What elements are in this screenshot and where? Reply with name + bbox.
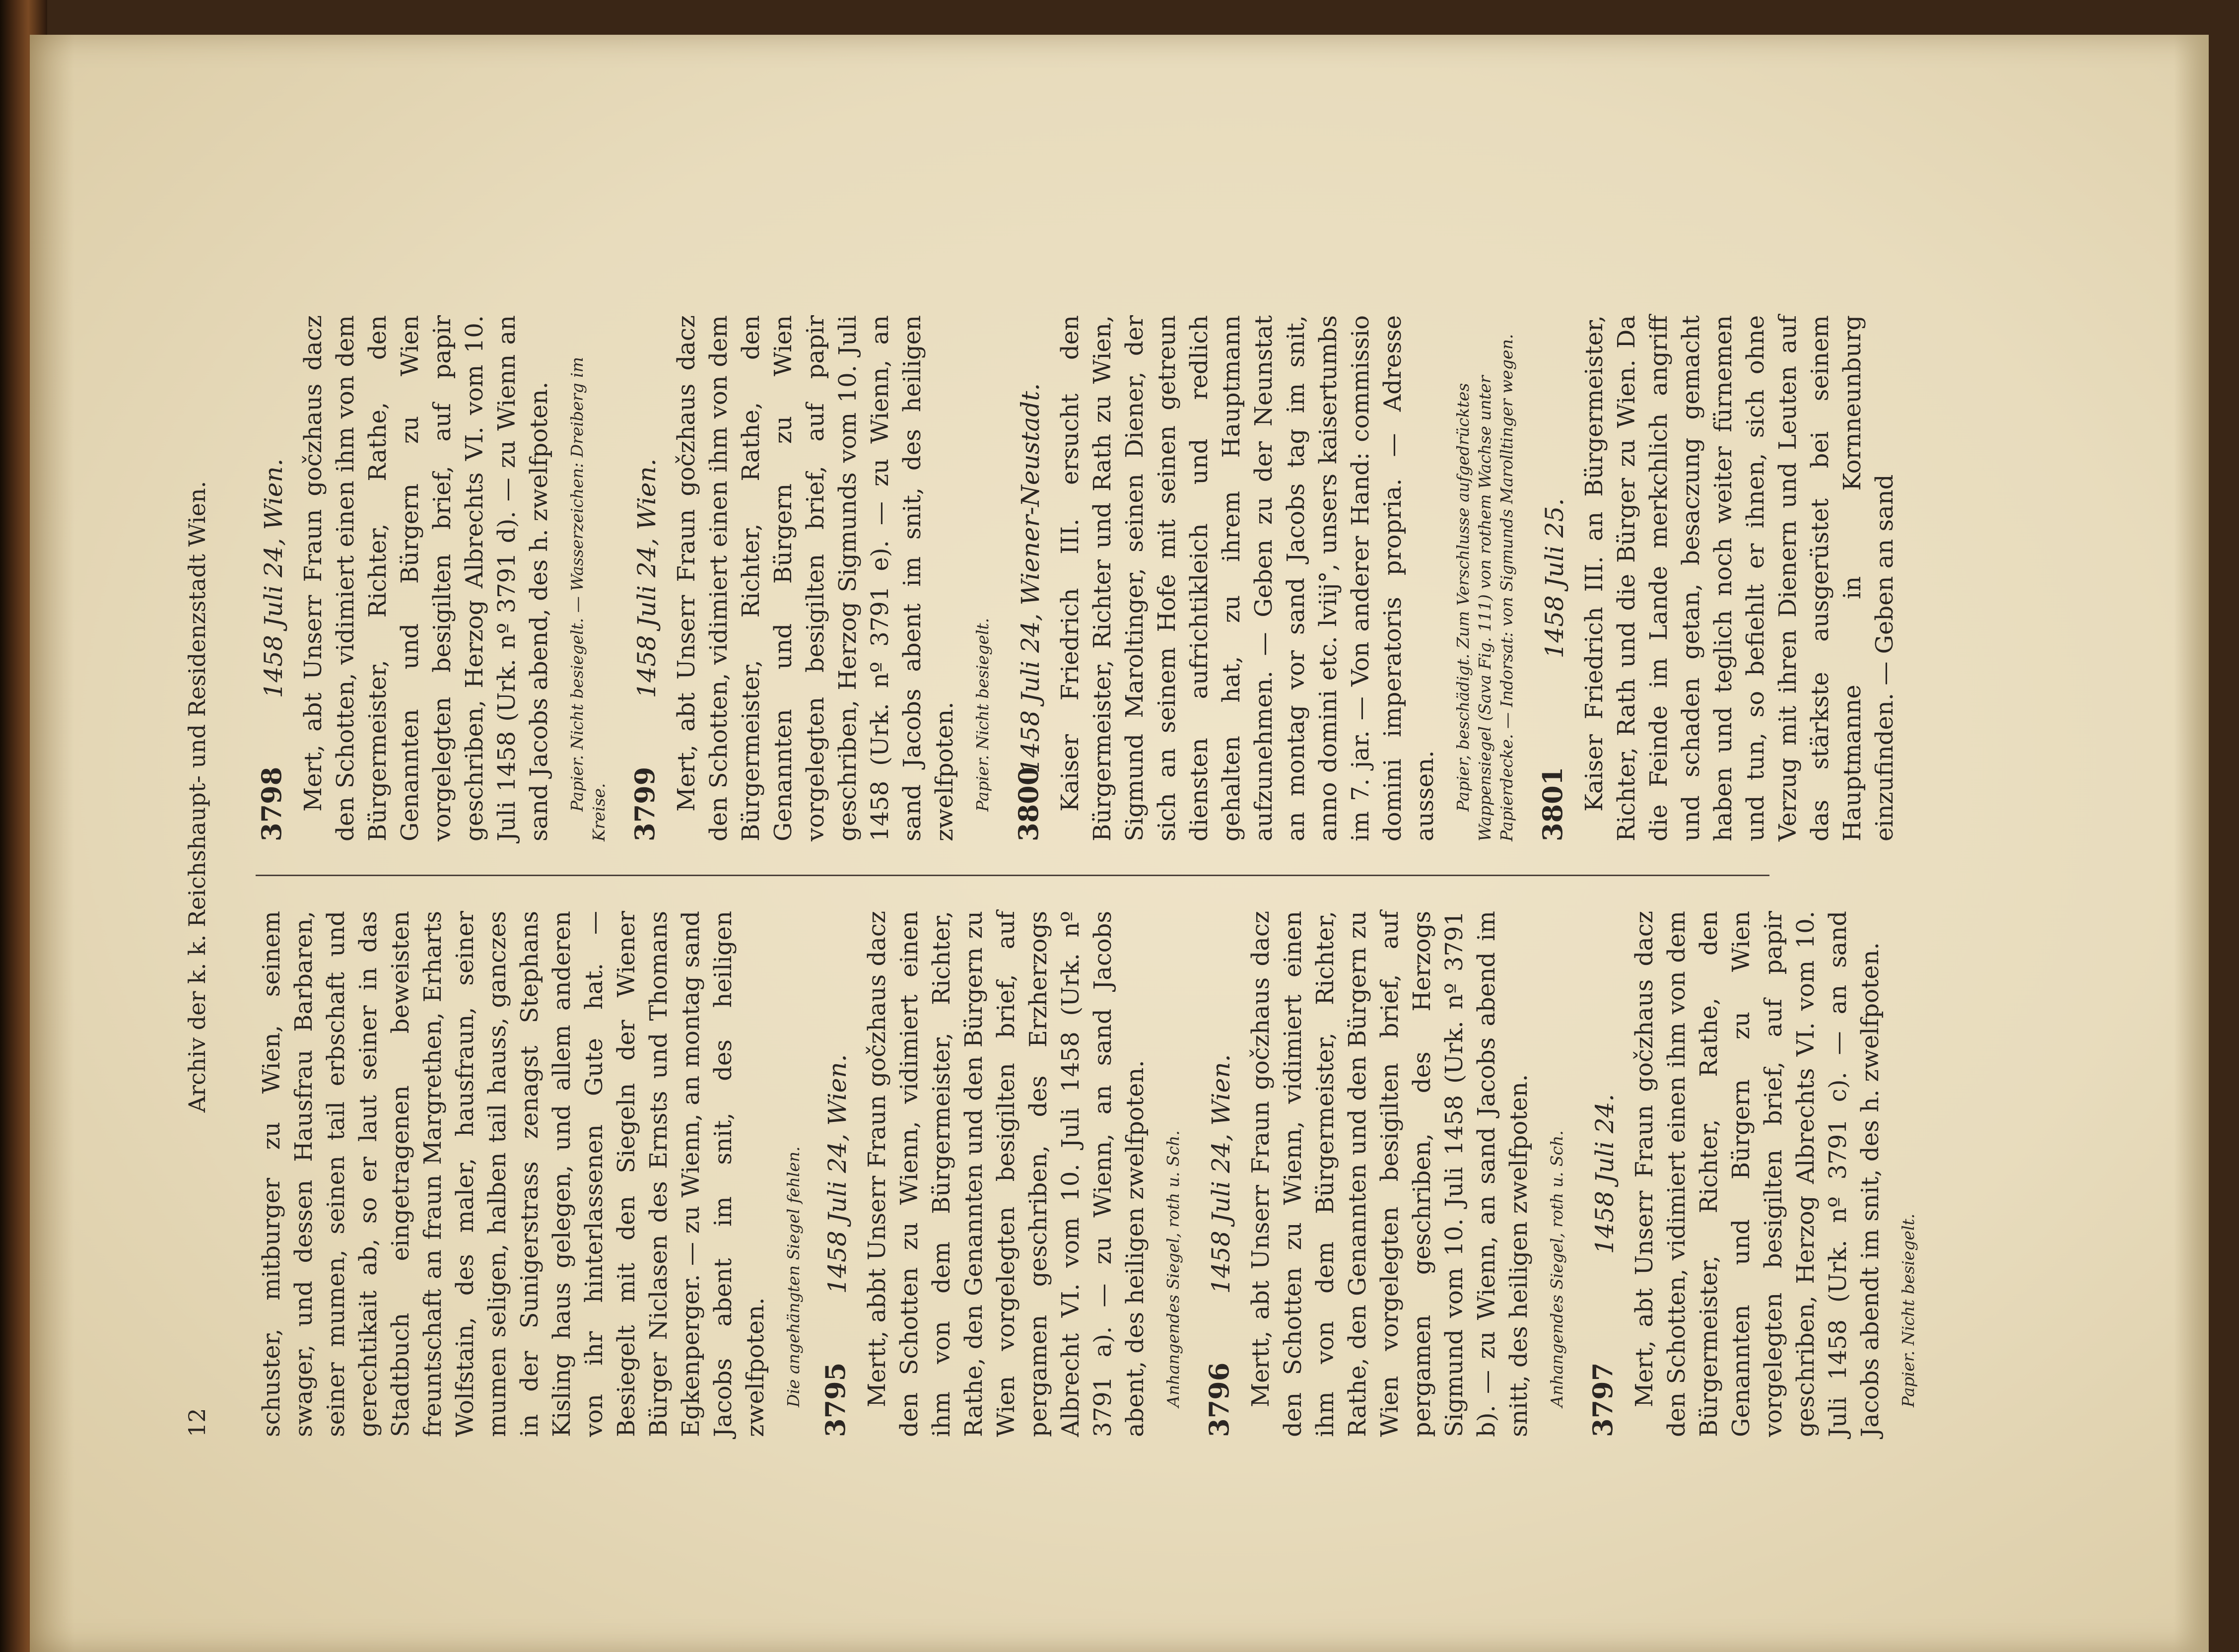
entry-header	[1587, 911, 1626, 1437]
entry-text: Mert, abt Unserr Fraun gočzhaus dacz den Schotten, vidimiert einen ihm von dem Bürgermeister, Richter, Rathe, den Genannten und Bürgern zu Wien vorgelegten besigilten brief, auf papir geschriben, Herzog Sigmunds vom 10. Juli 1458 (Urk. nº 3791 e). — zu Wienn, an sand Jacobs abent im snit, des heiligen zwelfpoten.	[673, 315, 958, 841]
entry-text: Kaiser Friedrich III. an Bürgermeister, Richter, Rath und die Bürger zu Wien. Da die Feinde im Lande merkchlich angriff und schaden getan, besaczung gemacht haben und teglich noch weiter fürnemen und tun, so befiehlt er ihnen, sich ohne Verzug mit ihren Dienern und Leuten auf das stärkste ausgerüstet bei seinem Hauptmanne in Kornneunburg einzufinden. — Geben an sand	[1580, 315, 1899, 841]
entry-header	[819, 911, 858, 1437]
entry-note: Papier. Nicht besiegelt.	[973, 618, 992, 812]
entry-date: 1458 Juli 24, Wien.	[632, 458, 661, 698]
entry-text: Mertt, abt Unserr Fraun gočzhaus dacz den Schotten zu Wienn, vidimiert einen ihm von dem Bürgermeister, Richter, Rathe, den Genannten und den Bürgern zu Wien vorgelegten besigilten brief, auf pergamen geschriben, des Herzogs Sigmund vom 10. Juli 1458 (Urk. nº 3791 b). — zu Wienn, an sand Jacobs abend im snitt, des heiligen zwelfpoten.	[1247, 911, 1533, 1437]
entry-number: 3795	[819, 1362, 851, 1437]
entry-date: 1458 Juli 24, Wien.	[1207, 1054, 1235, 1294]
entry-3795	[819, 911, 1184, 1437]
entry-number: 3797	[1587, 1362, 1619, 1437]
entry-note: Anhangendes Siegel, roth u. Sch.	[1163, 1130, 1183, 1407]
continuation-text: schuster, mitburger zu Wien, seinem swager, und dessen Hausfrau Barbaren, seiner mumen, seinen tail erbschaft und gerechtikait ab, so er laut seiner in das Stadtbuch eingetragenen beweisten freuntschaft an fraun Margrethen, Erharts Wolfstain, des maler, hausfraun, seiner mumen seligen, halben tail hauss, ganczes in der Sunigerstrass zenagst Stephans Kisling haus gelegen, und allem anderen von ihr hinterlassenen Gute hat. — Besiegelt mit den Siegeln der Wiener Bürger Niclasen des Ernsts und Thomans Egkenperger. — zu Wienn, an montag sand Jacobs abent im snit, des heiligen zwelfpoten.	[258, 911, 769, 1437]
entry-date: 1458 Juli 24, Wien.	[259, 458, 288, 698]
entry-3800	[1013, 315, 1518, 841]
right-column	[256, 315, 1920, 841]
page-edge	[2174, 35, 2209, 1652]
entry-header	[1537, 315, 1575, 841]
entry-header	[1013, 315, 1051, 841]
entry-date: 1458 Juli 24, Wien.	[823, 1054, 852, 1294]
entry-text: Mert, abt Unserr Fraun gočzhaus dacz den Schotten, vidimiert einen ihm von dem Bürgermeister, Richter, Rathe, den Genannten und Bürgern zu Wien vorgelegten besigilten brief, auf papir geschriben, Herzog Albrechts VI. vom 10. Juli 1458 (Urk. nº 3791 d). — zu Wienn an sand Jacobs abend, des h. zwelfpoten.	[299, 315, 553, 841]
entry-date: 1458 Juli 24, Wiener-Neustadt.	[1016, 383, 1045, 774]
entry-3798	[256, 315, 610, 841]
continuation-note: Die angehängten Siegel fehlen.	[784, 1146, 803, 1407]
entry-header	[256, 315, 294, 841]
page-gutter-shadow	[30, 35, 74, 1652]
entry-note: Papier. Nicht besiegelt. — Wasserzeichen: Dreiberg im Kreise.	[567, 357, 609, 841]
entry-date: 1458 Juli 25.	[1540, 498, 1569, 659]
entry-header	[1203, 911, 1242, 1437]
entry-text: Mertt, abbt Unserr Fraun gočzhaus dacz den Schotten zu Wienn, vidimiert einen ihm von dem Bürgermeister, Richter, Rathe, den Genannten und den Bürgern zu Wien vorgelegten besigilten brief, auf pergamen geschriben, des Erzherzogs Albrecht VI. vom 10. Juli 1458 (Urk. nº 3791 a). — zu Wienn, an sand Jacobs abent, des heiligen zwelfpoten.	[863, 911, 1149, 1437]
entry-number: 3801	[1537, 766, 1568, 841]
entry-3801	[1537, 315, 1901, 841]
entry-number: 3800	[1013, 766, 1044, 841]
running-head	[181, 156, 216, 1437]
entry-number: 3799	[629, 766, 661, 841]
entry-note: Papier, beschädigt. Zum Verschlusse aufgedrücktes Wappensiegel (Sava Fig. 111) von rothem Wachse unter Papierdecke. — Indorsat: von Sigmunds Marolltinger wegen.	[1453, 334, 1516, 841]
entry-date: 1458 Juli 24.	[1590, 1094, 1619, 1254]
page-number: 12	[184, 1408, 210, 1437]
entry-text: Kaiser Friedrich III. ersucht den Bürgermeister, Richter und Rath zu Wien, Sigmund Maroltinger, seinen Diener, der sich an seinem Hofe mit seinen getreun diensten aufrichtikleich und redlich gehalten hat, zu ihrem Hauptmann aufzunehmen. — Geben zu der Neunstat an montag vor sand Jacobs tag im snit, anno domini etc. lviij°, unsers kaisertumbs im 7. jar. — Von anderer Hand: commissio domini imperatoris propria. — Adresse aussen.	[1056, 315, 1439, 841]
running-title: Archiv der k. k. Reichshaupt- und Residenzstadt Wien.	[184, 481, 210, 1113]
entry-header	[629, 315, 668, 841]
left-column	[256, 911, 1938, 1437]
entry-number: 3796	[1203, 1362, 1235, 1437]
entry-text: Mert, abt Unserr Fraun gočzhaus dacz den Schotten, vidimiert einen ihm von dem Bürgermeister, Richter, Rathe, den Genannten und Bürgern zu Wien vorgelegten besigilten brief, auf papir geschriben, Herzog Albrechts VI. vom 10. Juli 1458 (Urk. nº 3791 c). — an sand Jacobs abendt im snit, des h. zwelfpoten.	[1630, 911, 1884, 1437]
column-divider	[256, 875, 1769, 876]
entry-3796	[1203, 911, 1568, 1437]
entry-3797	[1587, 911, 1919, 1437]
entry-number: 3798	[256, 766, 287, 841]
entry-note: Anhangendes Siegel, roth u. Sch.	[1547, 1130, 1566, 1407]
entry-3799	[629, 315, 994, 841]
entry-note: Papier. Nicht besiegelt.	[1899, 1213, 1918, 1407]
rotated-text-block	[181, 156, 1943, 1437]
